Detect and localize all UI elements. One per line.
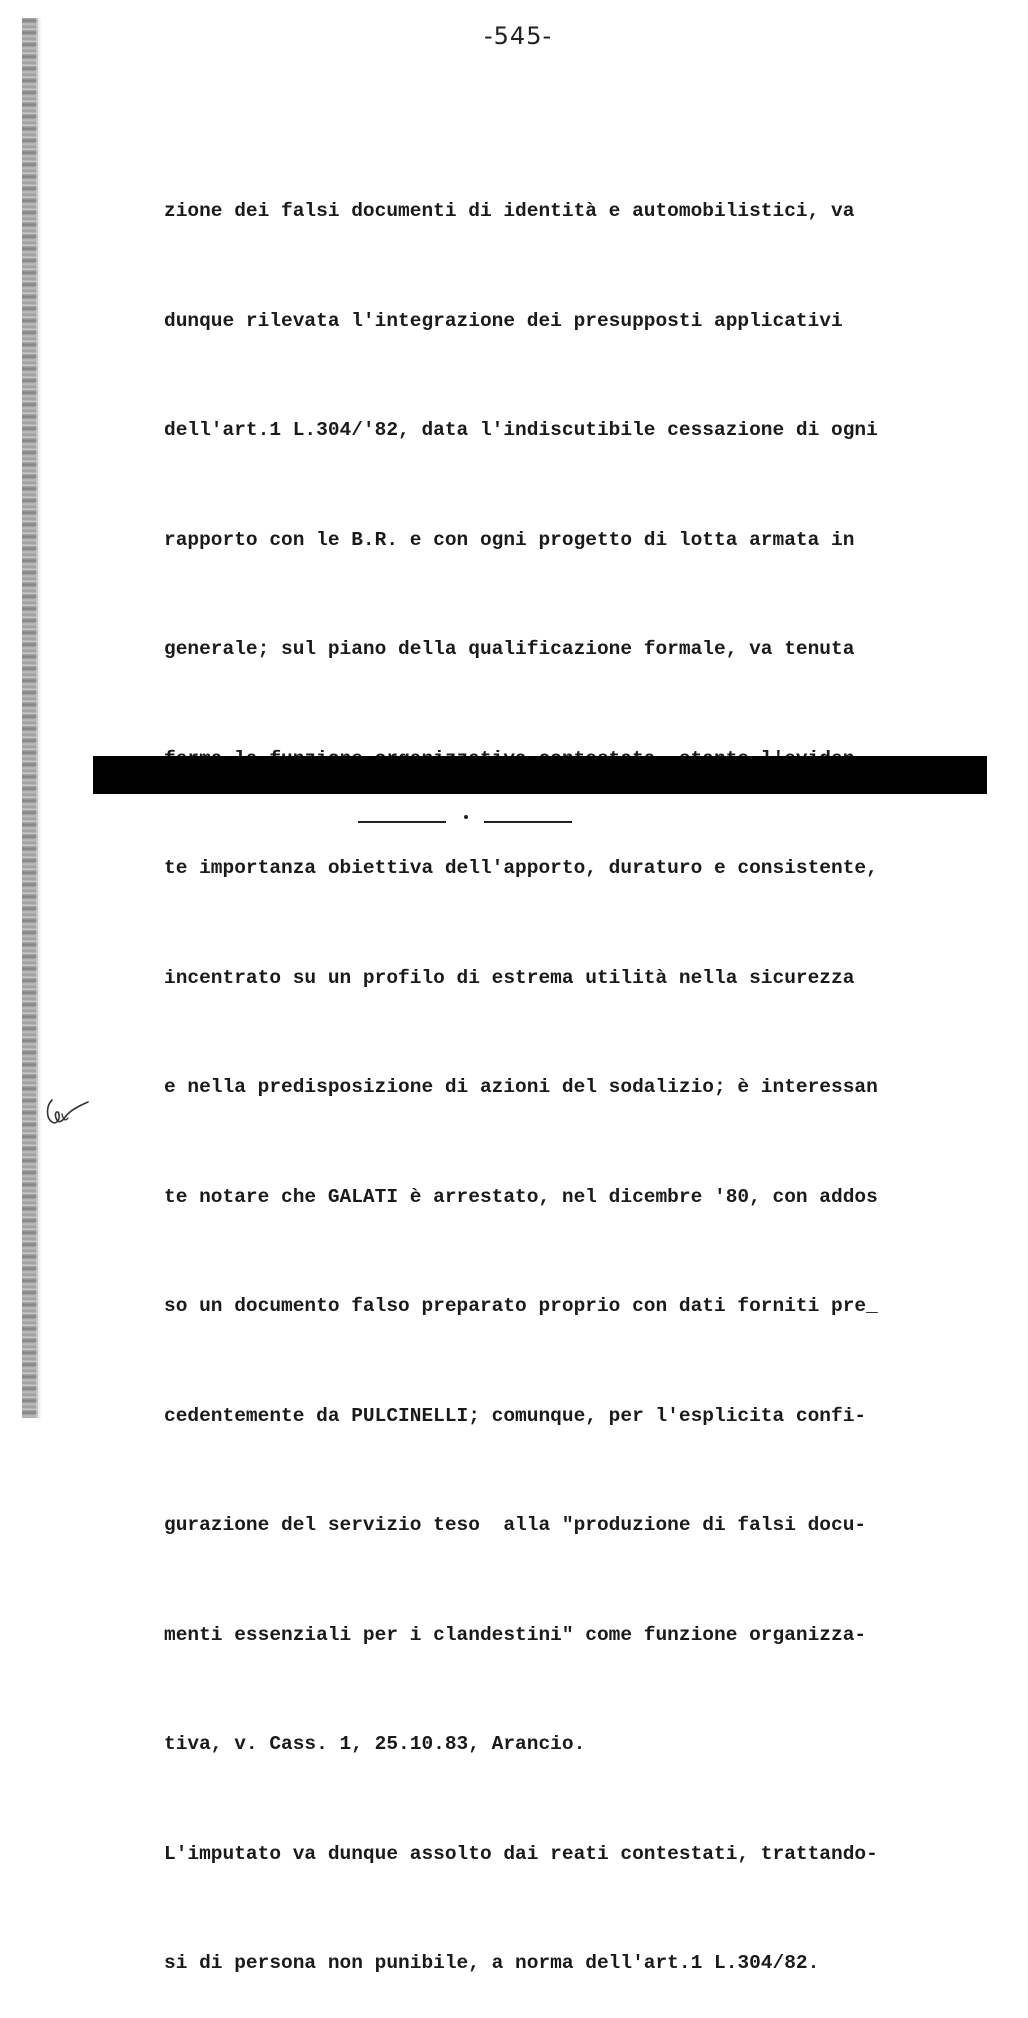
section-separator	[358, 812, 572, 826]
text-line: zione dei falsi documenti di identità e automobilistici, va	[164, 200, 855, 222]
text-line: menti essenziali per i clandestini" come funzione organizza-	[164, 1623, 867, 1646]
separator-dot	[464, 815, 468, 819]
text-line: L'imputato va dunque assolto dai reati contestati, trattando-	[164, 1842, 878, 1865]
text-line: generale; sul piano della qualificazione formale, va tenuta	[164, 638, 855, 660]
text-line: gurazione del servizio teso alla "produzione di falsi docu-	[164, 1514, 867, 1536]
text-line: dunque rilevata l'integrazione dei presupposti applicativi	[164, 309, 843, 332]
redaction-bar	[93, 756, 987, 794]
text-line: rapporto con le B.R. e con ogni progetto di lotta armata in	[164, 528, 855, 551]
page-number: -545-	[484, 22, 553, 50]
text-line: tiva, v. Cass. 1, 25.10.83, Arancio.	[164, 1733, 586, 1755]
text-line: so un documento falso preparato proprio con dati forniti pre_	[164, 1295, 878, 1317]
text-line: si di persona non punibile, a norma dell'art.1 L.304/82.	[164, 1952, 820, 1974]
text-line: te notare che GALATI è arrestato, nel dicembre '80, con addos	[164, 1185, 878, 1208]
separator-line-left	[358, 821, 446, 823]
handwritten-initials-icon	[42, 1092, 94, 1132]
body-text	[164, 120, 944, 2018]
scan-edge-gradient	[36, 18, 42, 1418]
text-line: dell'art.1 L.304/'82, data l'indiscutibile cessazione di ogni	[164, 419, 878, 441]
text-line: cedentemente da PULCINELLI; comunque, per l'esplicita confi-	[164, 1404, 867, 1427]
text-line: te importanza obiettiva dell'apporto, duraturo e consistente,	[164, 857, 878, 879]
text-line: incentrato su un profilo di estrema utilità nella sicurezza	[164, 966, 855, 989]
separator-line-right	[484, 821, 572, 823]
text-line: e nella predisposizione di azioni del sodalizio; è interessan	[164, 1076, 878, 1098]
